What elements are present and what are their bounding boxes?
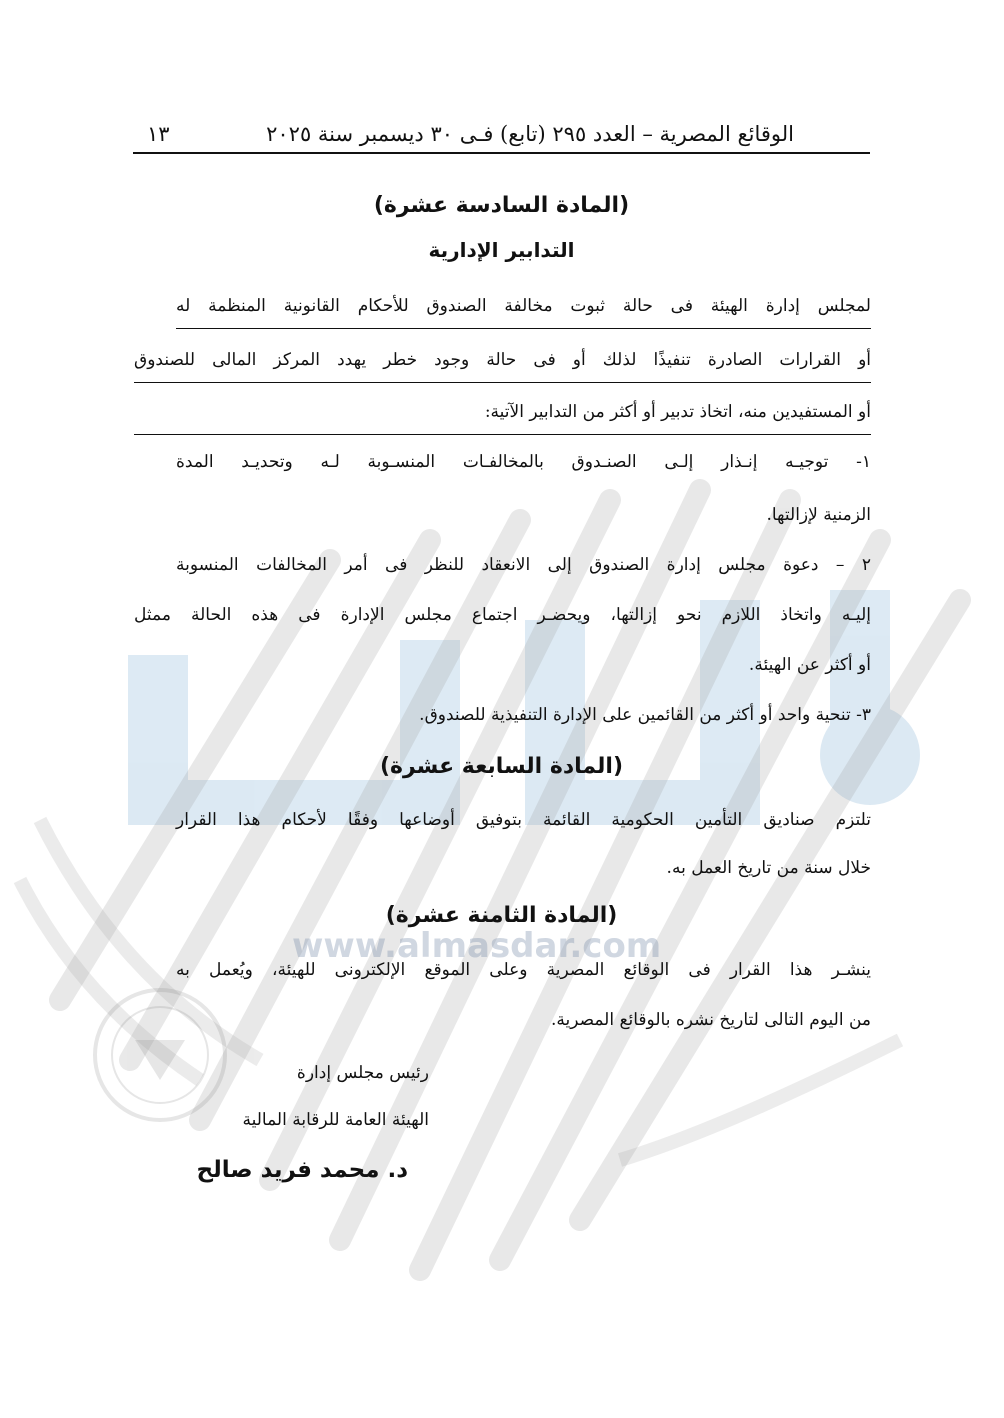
signature-organization: الهيئة العامة للرقابة المالية (242, 1110, 429, 1130)
running-title: الوقائع المصرية – العدد ٢٩٥ (تابع) فـى ٣٠ ديسمبر سنة ٢٠٢٥ (266, 122, 794, 146)
article-16-item-2-cont: إليـه واتخاذ اللازم نحو إزالتها، ويحضـر اجتماع مجلس الإدارة فى هذه الحالة ممثل (134, 605, 871, 625)
article-17-title: (المادة السابعة عشرة) (379, 754, 624, 779)
article-16-line: أو المستفيدين منه، اتخاذ تدبير أو أكثر من التدابير الآتية: (134, 402, 871, 435)
article-16-item-3: ٣- تنحية واحد أو أكثر من القائمين على الإدارة التنفيذية للصندوق. (419, 705, 871, 725)
article-18-title: (المادة الثامنة عشرة) (385, 903, 618, 928)
page-header (133, 112, 870, 154)
page-number: ١٣ (147, 122, 170, 146)
signature-role: رئيس مجلس إدارة (296, 1063, 429, 1083)
article-16-subtitle: التدابير الإدارية (428, 238, 575, 262)
article-18-line: ينشـر هذا القرار فى الوقائع المصرية وعلى الموقع الإلكترونى للهيئة، ويُعمل به (176, 960, 871, 980)
article-17-line: خلال سنة من تاريخ العمل به. (666, 858, 871, 878)
article-16-title: (المادة السادسة عشرة) (373, 193, 630, 218)
signature-name: د. محمد فريد صالح (196, 1157, 408, 1183)
article-16-line: أو القرارات الصادرة تنفيذًا لذلك أو فى حالة وجود خطر يهدد المركز المالى للصندوق (134, 350, 871, 383)
article-16-line: لمجلس إدارة الهيئة فى حالة ثبوت مخالفة الصندوق للأحكام القانونية المنظمة له (176, 296, 871, 329)
article-16-item-1: ١- توجيـه إنـذار إلـى الصنـدوق بالمخالفـات المنسـوبة لـه وتحديـد المدة (176, 452, 871, 472)
watermark-site-url: www.almasdar.com (292, 926, 662, 966)
article-17-line: تلتزم صناديق التأمين الحكومية القائمة بتوفيق أوضاعها وفقًا لأحكام هذا القرار (176, 810, 871, 830)
article-16-item-1-cont: الزمنية لإزالتها. (766, 505, 871, 525)
article-16-item-2: ٢ – دعوة مجلس إدارة الصندوق إلى الانعقاد للنظر فى أمر المخالفات المنسوبة (176, 555, 871, 575)
article-16-item-2-cont: أو أكثر عن الهيئة. (748, 655, 871, 675)
article-18-line: من اليوم التالى لتاريخ نشره بالوقائع المصرية. (550, 1010, 871, 1030)
